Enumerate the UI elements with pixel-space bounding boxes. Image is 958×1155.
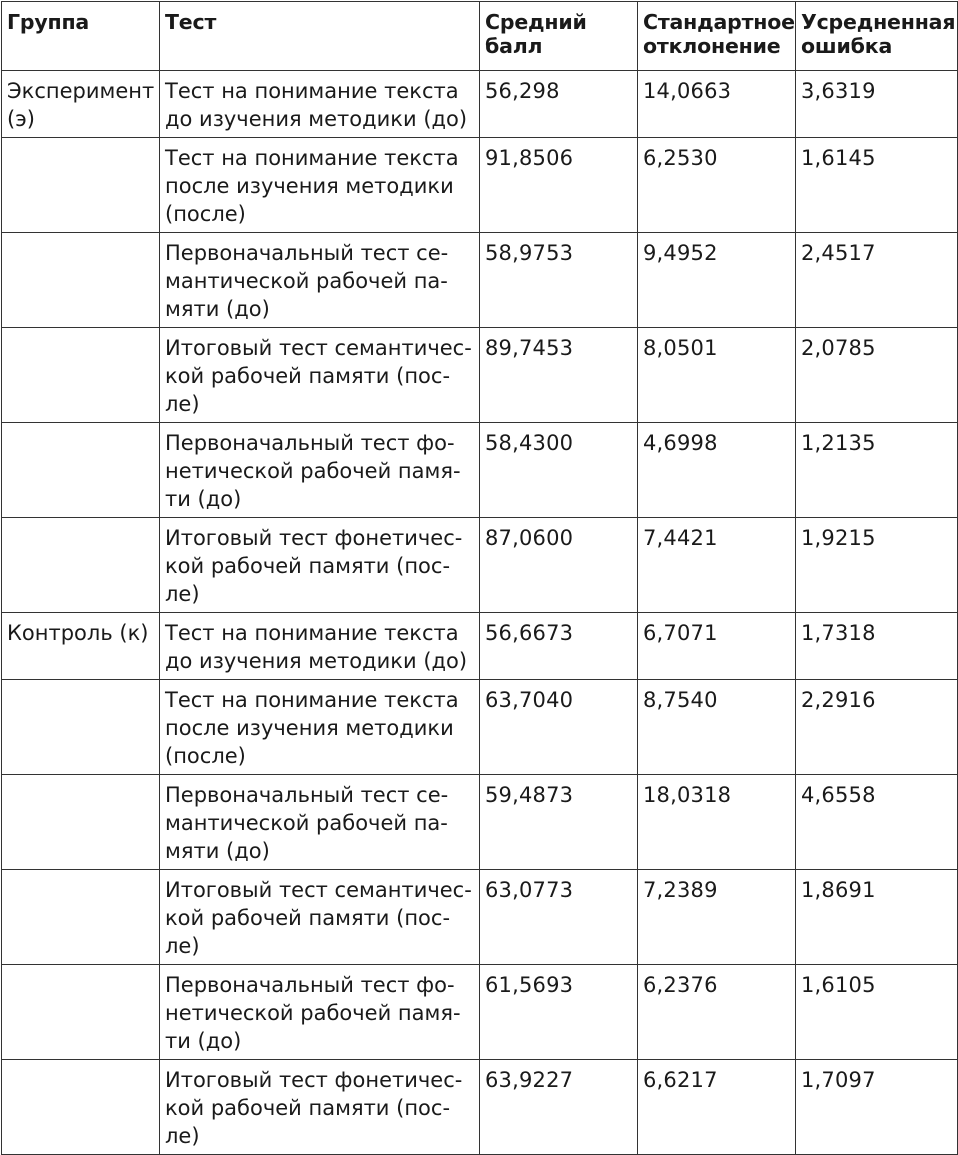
header-test: Тест xyxy=(160,2,480,71)
cell-std: 6,2530 xyxy=(638,138,796,233)
header-group: Группа xyxy=(2,2,160,71)
cell-group: Эксперимент (э) xyxy=(2,71,160,138)
cell-std: 8,0501 xyxy=(638,328,796,423)
header-mean: Средний балл xyxy=(480,2,638,71)
cell-std: 6,7071 xyxy=(638,613,796,680)
cell-mean: 59,4873 xyxy=(480,775,638,870)
cell-err: 2,0785 xyxy=(796,328,958,423)
cell-std: 9,4952 xyxy=(638,233,796,328)
cell-err: 1,8691 xyxy=(796,870,958,965)
cell-test: Первоначальный тест се-мантической рабочей па-мяти (до) xyxy=(160,775,480,870)
cell-group xyxy=(2,775,160,870)
cell-std: 7,4421 xyxy=(638,518,796,613)
table-row xyxy=(2,1060,958,1155)
cell-err: 4,6558 xyxy=(796,775,958,870)
cell-group xyxy=(2,328,160,423)
cell-std: 6,6217 xyxy=(638,1060,796,1155)
cell-group xyxy=(2,965,160,1060)
cell-err: 1,9215 xyxy=(796,518,958,613)
table-row xyxy=(2,233,958,328)
cell-err: 1,7318 xyxy=(796,613,958,680)
table-row xyxy=(2,71,958,138)
header-err: Усредненная ошибка xyxy=(796,2,958,71)
cell-std: 18,0318 xyxy=(638,775,796,870)
cell-mean: 58,9753 xyxy=(480,233,638,328)
cell-mean: 87,0600 xyxy=(480,518,638,613)
cell-test: Тест на понимание текста после изучения методики (после) xyxy=(160,138,480,233)
cell-std: 4,6998 xyxy=(638,423,796,518)
cell-std: 14,0663 xyxy=(638,71,796,138)
results-table xyxy=(1,1,958,1155)
cell-mean: 63,7040 xyxy=(480,680,638,775)
cell-test: Тест на понимание текста после изучения методики (после) xyxy=(160,680,480,775)
cell-mean: 61,5693 xyxy=(480,965,638,1060)
cell-mean: 91,8506 xyxy=(480,138,638,233)
cell-mean: 89,7453 xyxy=(480,328,638,423)
cell-err: 1,6145 xyxy=(796,138,958,233)
cell-mean: 56,6673 xyxy=(480,613,638,680)
cell-test: Первоначальный тест фо-нетической рабочей памя-ти (до) xyxy=(160,965,480,1060)
cell-test: Тест на понимание текста до изучения методики (до) xyxy=(160,613,480,680)
cell-group xyxy=(2,138,160,233)
cell-test: Итоговый тест семантичес-кой рабочей памяти (пос-ле) xyxy=(160,328,480,423)
cell-err: 1,6105 xyxy=(796,965,958,1060)
cell-err: 1,7097 xyxy=(796,1060,958,1155)
cell-group xyxy=(2,518,160,613)
header-row xyxy=(2,2,958,71)
cell-mean: 63,9227 xyxy=(480,1060,638,1155)
table-row xyxy=(2,775,958,870)
cell-mean: 63,0773 xyxy=(480,870,638,965)
cell-test: Первоначальный тест се-мантической рабочей па-мяти (до) xyxy=(160,233,480,328)
table-row xyxy=(2,680,958,775)
cell-group xyxy=(2,233,160,328)
cell-test: Итоговый тест семантичес-кой рабочей памяти (пос-ле) xyxy=(160,870,480,965)
cell-std: 7,2389 xyxy=(638,870,796,965)
cell-std: 6,2376 xyxy=(638,965,796,1060)
cell-test: Итоговый тест фонетичес-кой рабочей памяти (пос-ле) xyxy=(160,1060,480,1155)
table-row xyxy=(2,138,958,233)
cell-group xyxy=(2,1060,160,1155)
table-row xyxy=(2,423,958,518)
table-row xyxy=(2,518,958,613)
cell-mean: 58,4300 xyxy=(480,423,638,518)
cell-err: 2,4517 xyxy=(796,233,958,328)
cell-group xyxy=(2,423,160,518)
cell-mean: 56,298 xyxy=(480,71,638,138)
cell-err: 3,6319 xyxy=(796,71,958,138)
cell-group xyxy=(2,870,160,965)
cell-err: 1,2135 xyxy=(796,423,958,518)
cell-std: 8,7540 xyxy=(638,680,796,775)
cell-err: 2,2916 xyxy=(796,680,958,775)
cell-test: Тест на понимание текста до изучения методики (до) xyxy=(160,71,480,138)
header-std: Стандартное отклонение xyxy=(638,2,796,71)
table-row xyxy=(2,328,958,423)
cell-group xyxy=(2,680,160,775)
cell-test: Первоначальный тест фо-нетической рабочей памя-ти (до) xyxy=(160,423,480,518)
cell-test: Итоговый тест фонетичес-кой рабочей памяти (пос-ле) xyxy=(160,518,480,613)
table-row xyxy=(2,613,958,680)
table-row xyxy=(2,965,958,1060)
table-row xyxy=(2,870,958,965)
cell-group: Контроль (к) xyxy=(2,613,160,680)
